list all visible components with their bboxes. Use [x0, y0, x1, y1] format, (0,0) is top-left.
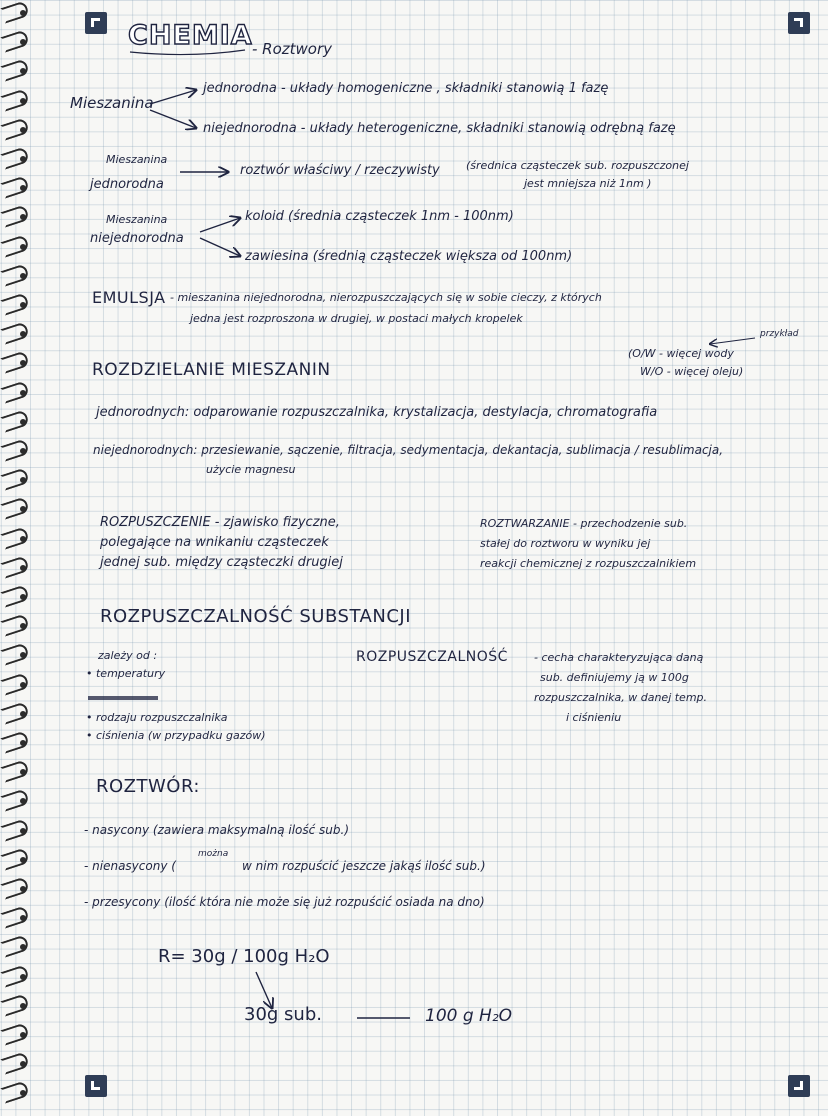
rozpuszczenie-line-1: ROZPUSZCZENIE - zjawisko fizyczne, [100, 515, 340, 530]
rozpuszczenie-line-2: polegające na wnikaniu cząsteczek [100, 535, 329, 550]
formula-right: 100 g H₂O [425, 1006, 513, 1026]
mieszanina-branch-jednorodna: jednorodna - układy homogeniczne , składniki stanowią 1 fazę [203, 81, 609, 96]
zawiesina: zawiesina (średnią cząsteczek większa od 100nm) [245, 249, 573, 264]
arrow-przyklad [710, 338, 755, 344]
jednorodna-note-1: (średnica cząsteczek sub. rozpuszczonej [466, 159, 689, 172]
rozdzielanie-jednorodnych: jednorodnych: odparowanie rozpuszczalnika, krystalizacja, destylacja, chromatografia [96, 405, 658, 420]
arrow-jednorodna [150, 90, 196, 104]
mieszanina-branch-niejednorodna: niejednorodna - układy heterogeniczne, składniki stanowią odrębną fazę [203, 121, 676, 136]
emulsja-wo: W/O - więcej oleju) [640, 365, 744, 378]
roztwor-nienasycony-prefix: - nienasycony ( [84, 859, 176, 873]
rozpuszczalnosc-def-2: sub. definiujemy ją w 100g [540, 671, 689, 684]
factor-cisnienie: • ciśnienia (w przypadku gazów) [86, 729, 266, 742]
factor-rodzaj: • rodzaju rozpuszczalnika [86, 711, 228, 724]
niejednorodna-label-bottom: niejednorodna [90, 231, 184, 246]
arrow-zawiesina [200, 238, 240, 256]
rozdzielanie-niejednorodnych-2: użycie magnesu [206, 463, 296, 476]
emulsja-ow: (O/W - więcej wody [628, 347, 734, 360]
koloid: koloid (średnia cząsteczek 1nm - 100nm) [245, 209, 514, 224]
roztwarzanie-line-2: stałej do roztworu w wyniku jej [480, 537, 651, 550]
rozpuszczalnosc-label: ROZPUSZCZALNOŚĆ [356, 649, 508, 665]
rozpuszczalnosc-def-4: i ciśnieniu [566, 711, 622, 724]
rozdzielanie-niejednorodnych-1: niejednorodnych: przesiewanie, sączenie, filtracja, sedymentacja, dekantacja, sublimacja / resublimacja, [93, 443, 724, 457]
arrow-koloid [200, 218, 240, 232]
formula-left: 30g sub. [244, 1004, 322, 1025]
page-subtitle: - Roztwory [252, 40, 333, 58]
zalezy-od: zależy od : [98, 649, 158, 662]
rozpuszczenie-line-3: jednej sub. między cząsteczki drugiej [100, 555, 343, 570]
emulsja-line-2: jedna jest rozproszona w drugiej, w postaci małych kropelek [190, 312, 523, 325]
rozpuszczalnosc-def-1: - cecha charakteryzująca daną [534, 651, 704, 664]
rozdzielanie-heading: ROZDZIELANIE MIESZANIN [92, 360, 331, 380]
emulsja-line-1: - mieszanina niejednorodna, nierozpuszczających się w sobie cieczy, z których [170, 291, 602, 304]
jednorodna-label-top: Mieszanina [106, 153, 168, 166]
roztwarzanie-line-1: ROZTWARZANIE - przechodzenie sub. [480, 517, 688, 530]
rozpuszczalnosc-def-3: rozpuszczalnika, w danej temp. [534, 691, 708, 704]
roztwor-wlasciwy: roztwór właściwy / rzeczywisty [240, 163, 440, 178]
roztwor-heading: ROZTWÓR: [96, 776, 200, 797]
roztwarzanie-line-3: reakcji chemicznej z rozpuszczalnikiem [480, 557, 697, 570]
factor-temperatura: • temperatury [86, 667, 166, 680]
jednorodna-label-bottom: jednorodna [90, 177, 164, 192]
roztwor-nienasycony-rest: w nim rozpuścić jeszcze jakąś ilość sub.) [242, 859, 486, 873]
formula-r: R= 30g / 100g H₂O [158, 946, 330, 967]
arrow-formula [256, 972, 272, 1008]
roztwor-nasycony: - nasycony (zawiera maksymalną ilość sub.) [84, 823, 350, 837]
roztwor-przesycony: - przesycony (ilość która nie może się już rozpuścić osiada na dno) [84, 895, 485, 909]
niejednorodna-label-top: Mieszanina [106, 213, 168, 226]
przyklad-note: przykład [760, 329, 799, 339]
roztwor-nienasycony-insert: można [198, 849, 229, 859]
emulsja-label: EMULSJA [92, 288, 166, 307]
arrow-niejednorodna [150, 110, 196, 128]
rozpuszczalnosc-substancji-heading: ROZPUSZCZALNOŚĆ SUBSTANCJI [100, 606, 412, 627]
jednorodna-note-2: jest mniejsza niż 1nm ) [524, 177, 652, 190]
page-title: CHEMIA [128, 20, 253, 51]
mieszanina-label: Mieszanina [70, 94, 154, 112]
